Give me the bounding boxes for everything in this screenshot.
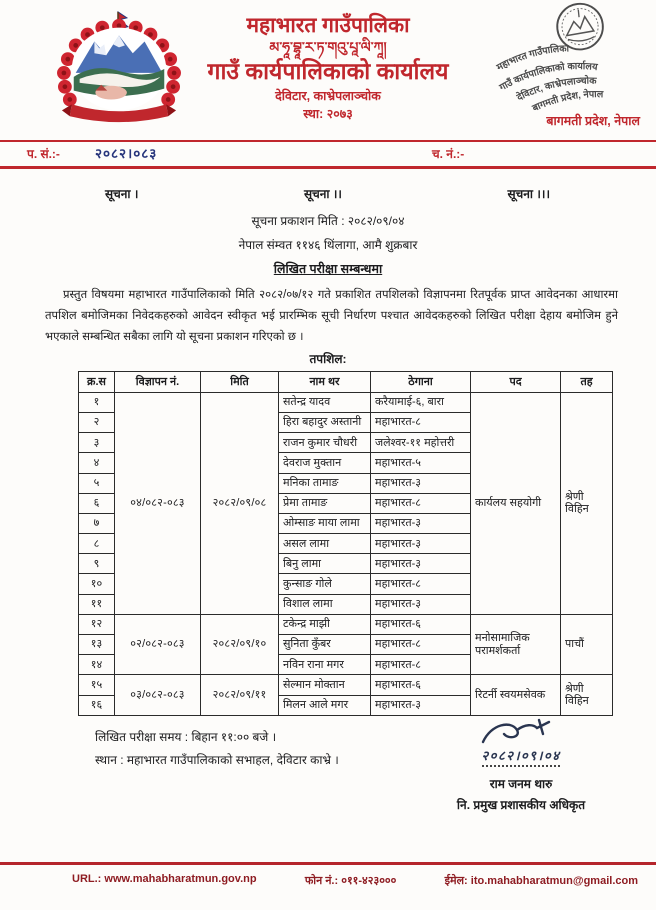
cell-name: सतेन्द्र यादव (279, 392, 371, 412)
cell-level: पाचौं (561, 614, 613, 675)
cell-address: महाभारत-३ (371, 513, 471, 533)
cell-level: श्रेणी विहिन (561, 392, 613, 614)
office-stamp (482, 0, 650, 114)
col-header-advert-no: विज्ञापन नं. (115, 371, 201, 392)
signature-date-handwritten: २०८२।०९।०४ (482, 746, 561, 767)
candidates-table (78, 371, 613, 716)
table-row (79, 675, 613, 695)
cell-serial: ४ (79, 453, 115, 473)
cell-name: टकेन्द्र माझी (279, 614, 371, 634)
cell-address: महाभारत-३ (371, 473, 471, 493)
cell-serial: २ (79, 412, 115, 432)
cell-address: महाभारत-५ (371, 453, 471, 473)
cell-exam-date: २०८२/०९/१० (201, 614, 279, 675)
patra-sankhya-label: प. सं.:- (27, 147, 60, 161)
cell-post: मनोसामाजिक परामर्शकर्ता (471, 614, 561, 675)
stamp-text-province: बागमती प्रदेश, नेपाल (530, 89, 604, 114)
table-row (79, 614, 613, 634)
stamp-text-municipality: महाभारत गाउँपालिका (494, 43, 570, 74)
notice-third: सूचना ।।। (507, 187, 550, 201)
cell-advert-no: ०३/०८२-०८३ (115, 675, 201, 715)
url-value: www.mahabharatmun.gov.np (104, 873, 257, 885)
subject-title: लिखित परीक्षा सम्बन्धमा (273, 262, 383, 276)
col-header-serial: क्र.स (79, 371, 115, 392)
cell-serial: १ (79, 392, 115, 412)
notice-second: सूचना ।। (303, 187, 342, 201)
cell-address: जलेश्वर-११ महोत्तरी (371, 433, 471, 453)
chalani-number-label: च. नं.:- (432, 147, 465, 161)
cell-address: महाभारत-८ (371, 655, 471, 675)
signatory-name: राम जनम थारु (489, 776, 553, 791)
notice-sequence-row (105, 185, 550, 202)
table-body (79, 392, 613, 715)
cell-serial: १६ (79, 695, 115, 715)
table-row (79, 392, 613, 412)
cell-level: श्रेणी विहिन (561, 675, 613, 715)
notice-first: सूचना । (105, 187, 139, 201)
office-name: गाउँ कार्यपालिकाको कार्यालय (207, 57, 449, 84)
col-header-date: मिति (201, 371, 279, 392)
cell-address: महाभारत-३ (371, 534, 471, 554)
cell-post: कार्यलय सहयोगी (471, 392, 561, 614)
cell-name: प्रेमा तामाङ (279, 493, 371, 513)
cell-name: हिरा बहादुर अस्तानी (279, 412, 371, 432)
cell-serial: ७ (79, 513, 115, 533)
col-header-level: तह (561, 371, 613, 392)
signature-block (426, 718, 616, 813)
established-year: स्था: २०७३ (303, 107, 353, 122)
cell-name: विशाल लामा (279, 594, 371, 614)
cell-advert-no: ०४/०८२-०८३ (115, 392, 201, 614)
cell-serial: १४ (79, 655, 115, 675)
cell-name: नविन राना मगर (279, 655, 371, 675)
cell-name: असल लामा (279, 534, 371, 554)
office-address: देविटार, काभ्रेपलाञ्चोक (275, 89, 381, 104)
cell-serial: १५ (79, 675, 115, 695)
patra-sankhya-value: २०८२।०८३ (95, 146, 158, 161)
cell-name: ओम्साङ माया लामा (279, 513, 371, 533)
col-header-name: नाम थर (279, 371, 371, 392)
cell-serial: १० (79, 574, 115, 594)
exam-details (95, 726, 339, 813)
cell-address: महाभारत-६ (371, 614, 471, 634)
cell-name: बिनु लामा (279, 554, 371, 574)
cell-advert-no: ०२/०८२-०८३ (115, 614, 201, 675)
closing-section (95, 726, 616, 813)
stamp-text-office: गाउँ कार्यपालिकाको कार्यालय (497, 60, 599, 94)
letterhead-titles (170, 14, 486, 122)
publication-date-line: सूचना प्रकाशन मिति : २०८२/०९/०४ (251, 214, 405, 228)
cell-name: कुन्साङ गोले (279, 574, 371, 594)
col-header-address: ठेगाना (371, 371, 471, 392)
cell-serial: १३ (79, 635, 115, 655)
cell-name: मिलन आले मगर (279, 695, 371, 715)
cell-address: महाभारत-६ (371, 675, 471, 695)
cell-name: सेल्मान मोक्तान (279, 675, 371, 695)
signature-icon (477, 718, 565, 748)
cell-address: महाभारत-८ (371, 493, 471, 513)
body-paragraph: प्रस्तुत विषयमा महाभारत गाउँपालिकाको मिति २०८२/०७/१२ गते प्रकाशित तपशिलको विज्ञापनमा रितपूर्वक प्राप्त आवेदनका आधारमा तपशिल बमोजिमका निवेदकहरुको आवेदन स्वीकृत भई प्रारम्भिक सूची निर्धारण पश्चात आवेदकहरुको लिखित परीक्षा देहाय बमोजिम हुने भएकाले सम्बन्धित सबैका लागि यो सूचना प्रकाशन गरिएको छ । (45, 289, 618, 343)
cell-address: महाभारत-८ (371, 574, 471, 594)
cell-exam-date: २०८२/०९/११ (201, 675, 279, 715)
municipality-emblem-logo (50, 8, 188, 130)
cell-serial: ८ (79, 534, 115, 554)
cell-address: महाभारत-३ (371, 594, 471, 614)
cell-post: रिटर्नी स्वयमसेवक (471, 675, 561, 715)
email-label: ईमेल: (444, 875, 468, 887)
cell-name: देवराज मुक्तान (279, 453, 371, 473)
municipality-name: महाभारत गाउँपालिका (246, 14, 410, 37)
exam-time-line: लिखित परीक्षा समय : बिहान ११:०० बजे । (95, 729, 277, 744)
col-header-post: पद (471, 371, 561, 392)
signatory-designation: नि. प्रमुख प्रशासकीय अधिकृत (456, 797, 586, 812)
table-caption: तपशिल: (309, 351, 347, 366)
cell-address: महाभारत-३ (371, 554, 471, 574)
cell-serial: ११ (79, 594, 115, 614)
url-label: URL.: (72, 873, 102, 885)
mountain-scene (72, 28, 166, 111)
exam-venue-line: स्थान : महाभारत गाउँपालिकाको सभाहल, देविटार काभ्रे । (95, 752, 339, 767)
cell-exam-date: २०८२/०९/०८ (201, 392, 279, 614)
cell-serial: ५ (79, 473, 115, 493)
cell-address: महाभारत-८ (371, 635, 471, 655)
nepal-sambat-line: नेपाल संम्वत ११४६ थिंलागा, आमै शुक्रबार (238, 238, 418, 252)
province-label: बागमती प्रदेश, नेपाल (546, 114, 640, 128)
footer-url (72, 873, 257, 888)
email-value: ito.mahabharatmun@gmail.com (470, 875, 638, 887)
table-header-row (79, 371, 613, 392)
cell-serial: १२ (79, 614, 115, 634)
cell-serial: ६ (79, 493, 115, 513)
municipality-name-script: མ་ཧཱ་བྷཱ་ར་ཏ་གའུ་པཱ་ལི་ཀཱ། (269, 39, 387, 56)
cell-serial: ९ (79, 554, 115, 574)
footer-phone (305, 873, 397, 888)
footer-contact-bar (0, 862, 656, 888)
reference-strip (0, 140, 656, 169)
cell-name: सुनिता कुँबर (279, 635, 371, 655)
letterhead (0, 0, 656, 140)
cell-address: महाभारत-८ (371, 412, 471, 432)
cell-address: करैयामाई-६, बारा (371, 392, 471, 412)
phone-label: फोन नं.: (304, 875, 339, 887)
phone-value: ०११-४२३००० (341, 875, 397, 887)
cell-address: महाभारत-३ (371, 695, 471, 715)
stamp-text-address: देविटार, काभ्रेपलाञ्चोक (515, 75, 597, 104)
cell-name: मनिका तामाङ (279, 473, 371, 493)
cell-serial: ३ (79, 433, 115, 453)
footer-email (445, 873, 638, 888)
cell-name: राजन कुमार चौधरी (279, 433, 371, 453)
